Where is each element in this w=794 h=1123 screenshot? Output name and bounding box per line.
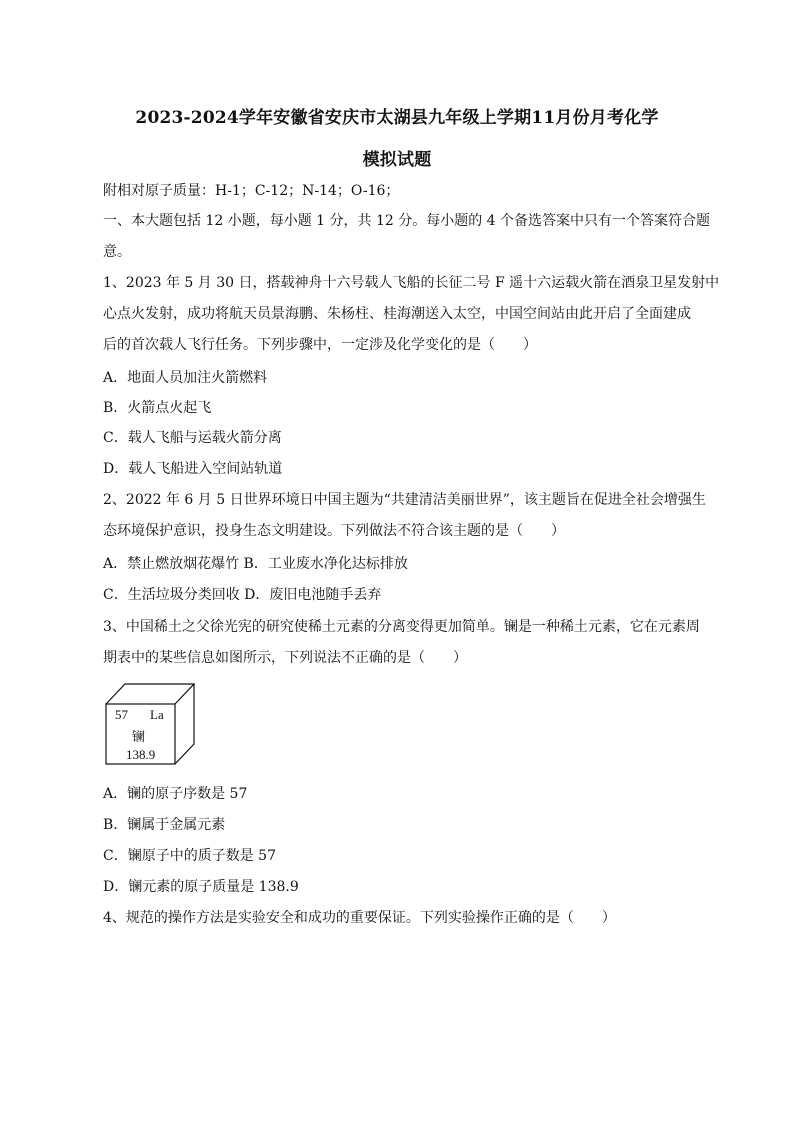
question-1-option-d: D．载人飞船进入空间站轨道 xyxy=(103,461,283,477)
element-atomic-number: 57 xyxy=(115,707,128,722)
question-3-stem-line-2: 期表中的某些信息如图所示，下列说法不正确的是（ ） xyxy=(103,650,467,666)
section-instructions-line-1: 一、本大题包括 12 小题，每小题 1 分，共 12 分。每小题的 4 个备选答案中只有一个答案符合题 xyxy=(103,213,711,229)
section-instructions-line-2: 意。 xyxy=(103,244,131,260)
question-3-option-c: C．镧原子中的质子数是 57 xyxy=(103,848,276,864)
question-2-stem-line-2: 态环境保护意识，投身生态文明建设。下列做法不符合该主题的是（ ） xyxy=(103,523,565,539)
question-2-stem-line-1: 2、2022 年 6 月 5 日世界环境日中国主题为“共建清洁美丽世界”，该主题旨在促进全社会增强生 xyxy=(103,492,706,508)
element-name: 镧 xyxy=(132,729,146,744)
question-1-stem-line-1: 1、2023 年 5 月 30 日，搭载神舟十六号载人飞船的长征二号 F 遥十六运载火箭在酒泉卫星发射中 xyxy=(103,275,720,291)
question-3-stem-line-1: 3、中国稀土之父徐光宪的研究使稀土元素的分离变得更加简单。镧是一种稀土元素，它在元素周 xyxy=(103,619,700,635)
question-1-stem-line-3: 后的首次载人飞行任务。下列步骤中，一定涉及化学变化的是（ ） xyxy=(103,337,537,353)
question-2-options-row-2: C．生活垃圾分类回收 D．废旧电池随手丢弃 xyxy=(103,587,382,603)
question-1-option-c: C．载人飞船与运载火箭分离 xyxy=(103,430,282,446)
question-1-stem-line-2: 心点火发射，成功将航天员景海鹏、朱杨柱、桂海潮送入太空，中国空间站由此开启了全面建成 xyxy=(103,306,691,322)
question-1-option-a: A．地面人员加注火箭燃料 xyxy=(103,370,268,386)
question-2-options-row-1: A．禁止燃放烟花爆竹 B．工业废水净化达标排放 xyxy=(103,556,408,572)
exam-title-line-1: 2023-2024学年安徽省安庆市太湖县九年级上学期11月份月考化学 xyxy=(135,108,659,128)
question-3-option-d: D．镧元素的原子质量是 138.9 xyxy=(103,879,299,895)
periodic-table-element-cell xyxy=(103,682,195,766)
element-symbol: La xyxy=(150,707,164,722)
question-3-option-b: B．镧属于金属元素 xyxy=(103,817,226,833)
question-4-stem-line-1: 4、规范的操作方法是实验安全和成功的重要保证。下列实验操作正确的是（ ） xyxy=(103,910,616,926)
element-atomic-mass: 138.9 xyxy=(126,747,156,762)
question-3-option-a: A．镧的原子序数是 57 xyxy=(103,786,248,802)
question-1-option-b: B．火箭点火起飞 xyxy=(103,400,212,416)
atomic-mass-reference: 附相对原子质量：H-1；C-12；N-14；O-16； xyxy=(103,183,400,199)
exam-title-line-2: 模拟试题 xyxy=(362,150,432,170)
